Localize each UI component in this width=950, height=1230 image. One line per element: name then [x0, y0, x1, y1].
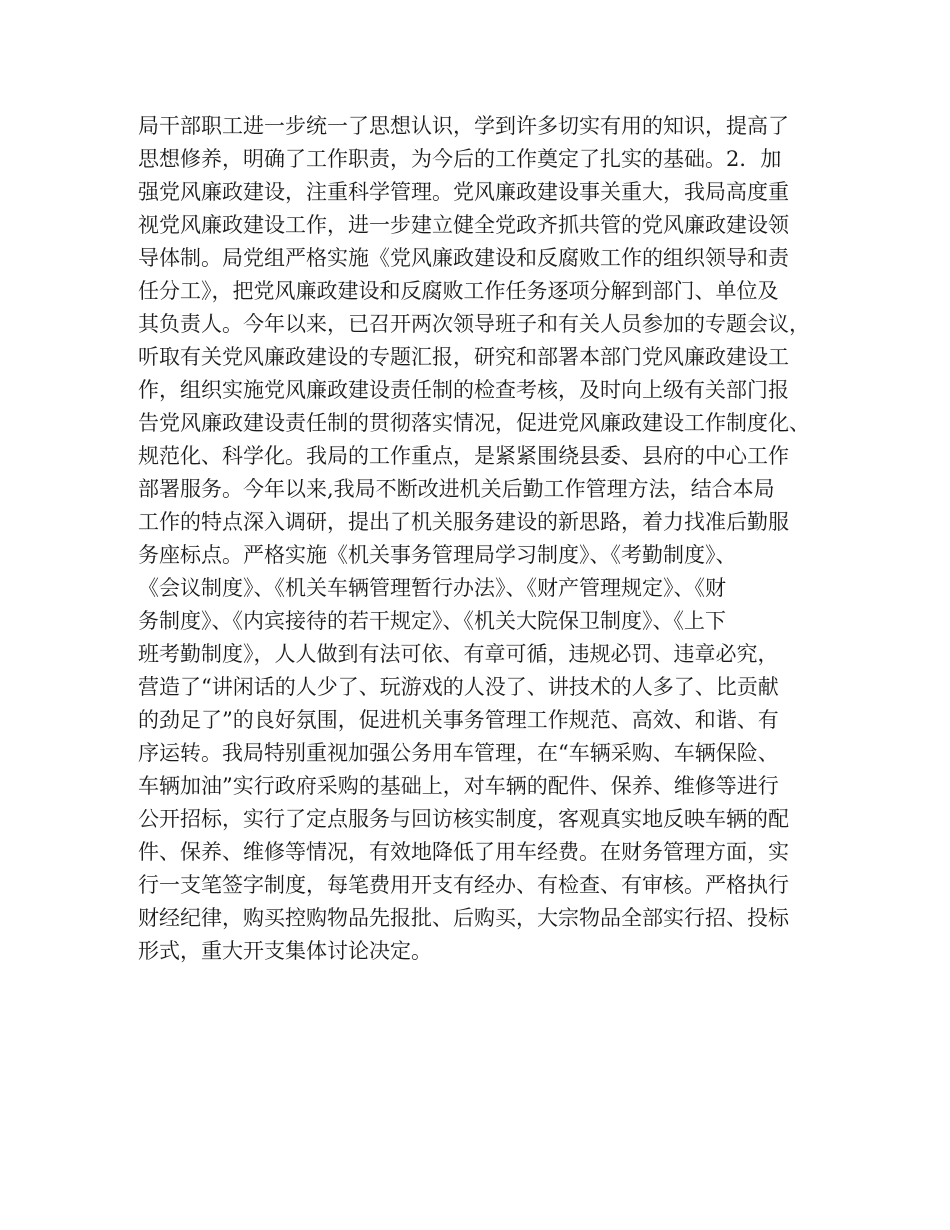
text-line: 务座标点。严格实施《机关事务管理局学习制度》、《考勤制度》、	[138, 543, 737, 567]
text-line: 公开招标，实行了定点服务与回访核实制度，客观真实地反映车辆的配	[138, 807, 789, 831]
text-line: 思想修养，明确了工作职责，为今后的工作奠定了扎实的基础。2．加	[138, 147, 782, 171]
text-line: 视党风廉政建设工作，进一步建立健全党政齐抓共管的党风廉政建设领	[138, 213, 789, 237]
text-line: 班考勤制度》，人人做到有法可依、有章可循，违规必罚、违章必究，	[138, 642, 779, 666]
text-line: 序运转。我局特别重视加强公务用车管理，在“车辆采购、车辆保险、	[138, 741, 779, 765]
text-line: 务制度》、《内宾接待的若干规定》、《机关大院保卫制度》、《上下	[138, 609, 726, 633]
text-line: 的劲足了”的良好氛围，促进机关事务管理工作规范、高效、和谐、有	[138, 708, 779, 732]
text-line: 任分工》，把党风廉政建设和反腐败工作任务逐项分解到部门、单位及	[138, 279, 779, 303]
text-line: 部署服务。今年以来,我局不断改进机关后勤工作管理方法，结合本局	[138, 477, 775, 501]
body-text	[138, 110, 838, 968]
text-line: 告党风廉政建设责任制的贯彻落实情况，促进党风廉政建设工作制度化、	[138, 411, 810, 435]
text-line: 行一支笔签字制度，每笔费用开支有经办、有检查、有审核。严格执行	[138, 873, 789, 897]
text-line: 车辆加油”实行政府采购的基础上，对车辆的配件、保养、维修等进行	[138, 774, 779, 798]
text-line: 局干部职工进一步统一了思想认识，学到许多切实有用的知识，提高了	[138, 114, 789, 138]
text-line: 营造了“讲闲话的人少了、玩游戏的人没了、讲技术的人多了、比贡献	[138, 675, 779, 699]
text-line: 作，组织实施党风廉政建设责任制的检查考核，及时向上级有关部门报	[138, 378, 789, 402]
text-line: 形式，重大开支集体讨论决定。	[138, 939, 432, 963]
text-line: 强党风廉政建设，注重科学管理。党风廉政建设事关重大，我局高度重	[138, 180, 789, 204]
text-line: 件、保养、维修等情况，有效地降低了用车经费。在财务管理方面，实	[138, 840, 789, 864]
text-line: 工作的特点深入调研，提出了机关服务建设的新思路，着力找准后勤服	[138, 510, 789, 534]
text-line: 《会议制度》、《机关车辆管理暂行办法》、《财产管理规定》、《财	[138, 576, 726, 600]
text-line: 规范化、科学化。我局的工作重点，是紧紧围绕县委、县府的中心工作	[138, 444, 789, 468]
text-line: 财经纪律，购买控购物品先报批、后购买，大宗物品全部实行招、投标	[138, 906, 789, 930]
text-line: 听取有关党风廉政建设的专题汇报，研究和部署本部门党风廉政建设工	[138, 345, 789, 369]
text-line: 导体制。局党组严格实施《党风廉政建设和反腐败工作的组织领导和责	[138, 246, 789, 270]
text-line: 其负责人。今年以来，已召开两次领导班子和有关人员参加的专题会议，	[138, 312, 810, 336]
